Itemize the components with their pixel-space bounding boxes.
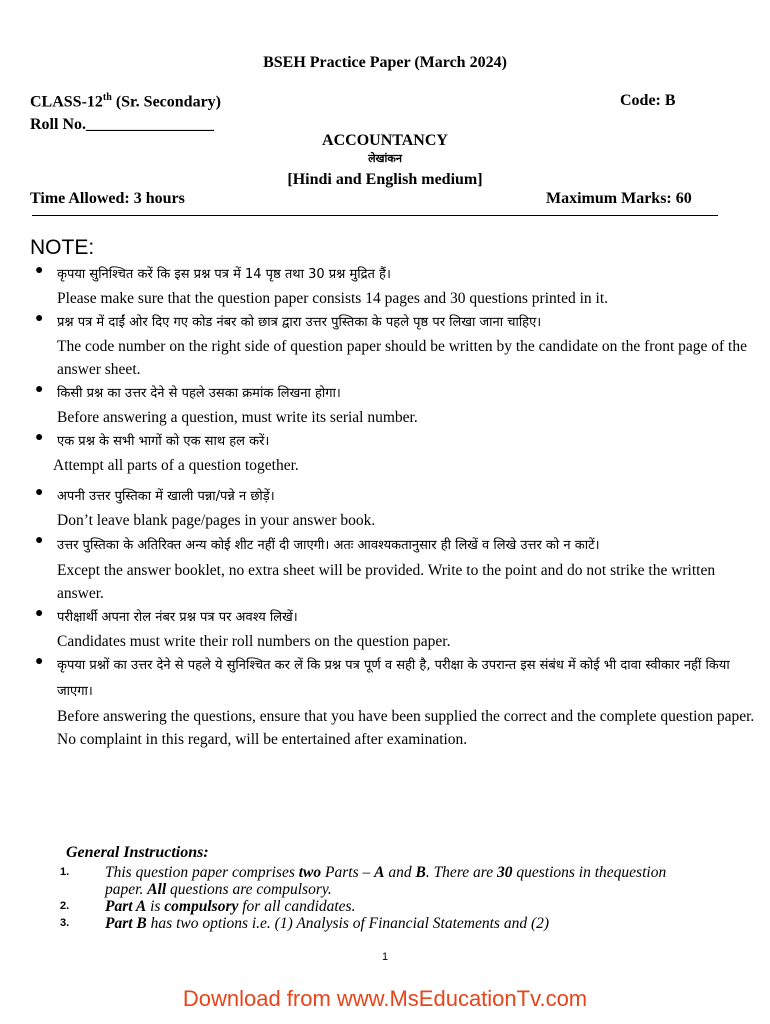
instruction-item: 3. Part B has two options i.e. (1) Analysis of Financial Statements and (2) xyxy=(60,915,550,932)
bullet-icon: ● xyxy=(35,485,44,500)
paper-code: Code: B xyxy=(620,92,676,109)
page-number: 1 xyxy=(381,951,389,963)
note-item: ● एक प्रश्न के सभी भागों को एक साथ हल करें। Attempt all parts of a question together. xyxy=(35,430,299,474)
medium-label: [Hindi and English medium] xyxy=(287,171,483,188)
class-label: CLASS-12th (Sr. Secondary) xyxy=(30,92,221,111)
note-item: ● किसी प्रश्न का उत्तर देने से पहले उसका क्रमांक लिखना होगा। Before answering a question, must write its serial number. xyxy=(35,382,418,426)
time-allowed: Time Allowed: 3 hours xyxy=(30,190,185,207)
paper-title: BSEH Practice Paper (March 2024) xyxy=(263,54,507,71)
note-item: ● उत्तर पुस्तिका के अतिरिक्त अन्य कोई शीट नहीं दी जाएगी। अतः आवश्यकतानुसार ही लिखें व लिखे उत्तर को न काटें। Except the answer booklet, no extra sheet will be provided. Write to the point and do not strike the written answer. xyxy=(35,533,716,602)
bullet-icon: ● xyxy=(35,382,44,397)
bullet-icon: ● xyxy=(35,311,44,326)
bullet-icon: ● xyxy=(35,430,44,445)
instruction-item: 2. Part A is compulsory for all candidates. xyxy=(60,898,356,915)
general-instructions-list xyxy=(60,864,700,932)
bullet-icon: ● xyxy=(35,533,44,548)
general-instructions-heading: General Instructions: xyxy=(66,844,209,861)
bullet-icon: ● xyxy=(35,654,44,669)
bullet-icon: ● xyxy=(35,263,44,278)
note-item: ● कृपया प्रश्नों का उत्तर देने से पहले ये सुनिश्चित कर लें कि प्रश्न पत्र पूर्ण व सही है, परीक्षा के उपरान्त इस संबंध में कोई भी दावा स्वीकार नहीं किया जाएगा। Before answering the questions, ensure that you have been supplied the correct and the complete question paper. No complaint in this regard, will be entertained after examination. xyxy=(35,654,755,748)
download-link[interactable]: Download from www.MsEducationTv.com xyxy=(182,986,588,1011)
header-divider xyxy=(32,215,718,216)
roll-number-field: Roll No.________________ xyxy=(30,116,214,133)
maximum-marks: Maximum Marks: 60 xyxy=(546,190,692,207)
subject-title: ACCOUNTANCY xyxy=(322,132,448,149)
note-item: ● अपनी उत्तर पुस्तिका में खाली पन्ना/पन्ने न छोड़ें। Don’t leave blank page/pages in your answer book. xyxy=(35,485,376,529)
note-item: ● कृपया सुनिश्चित करें कि इस प्रश्न पत्र में 14 पृष्ठ तथा 30 प्रश्न मुद्रित हैं। Please make sure that the question paper consists 14 pages and 30 questions printed in it. xyxy=(35,263,608,307)
subject-title-hindi: लेखांकन xyxy=(368,152,402,165)
note-heading: NOTE: xyxy=(30,236,95,259)
bullet-icon: ● xyxy=(35,606,44,621)
note-item: ● परीक्षार्थी अपना रोल नंबर प्रश्न पत्र पर अवश्य लिखें। Candidates must write their roll numbers on the question paper. xyxy=(35,606,451,650)
instruction-item: 1. This question paper comprises two Parts – A and B. There are 30 questions in thequestion paper. All questions are compulsory. xyxy=(60,864,667,898)
notes-list xyxy=(30,262,762,751)
note-item: ● प्रश्न पत्र में दाईं ओर दिए गए कोड नंबर को छात्र द्वारा उत्तर पुस्तिका के पहले पृष्ठ पर लिखा जाना चाहिए। The code number on the right side of question paper should be written by the candidate on the front page of the answer sheet. xyxy=(35,311,747,378)
